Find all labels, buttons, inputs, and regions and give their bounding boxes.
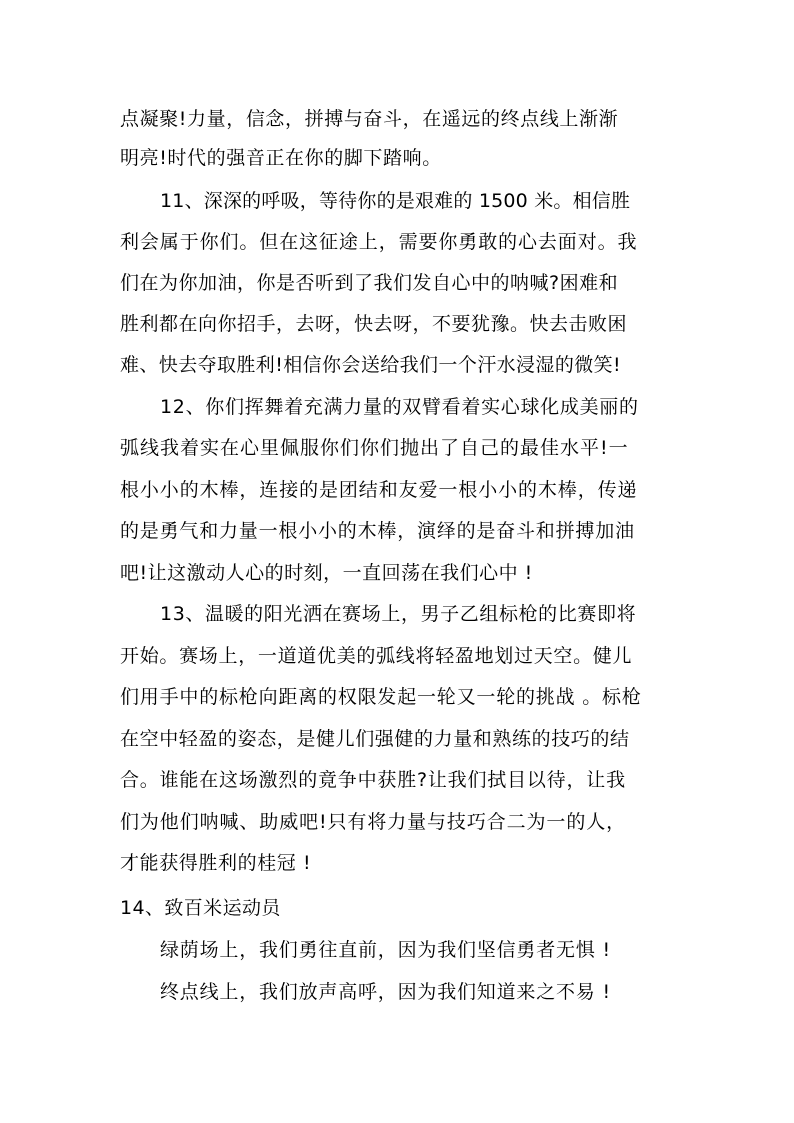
paragraph-12-start: 12、你们挥舞着充满力量的双臂看着实心球化成美丽的	[160, 396, 639, 418]
text-line: 在空中轻盈的姿态，是健儿们强健的力量和熟练的技巧的结	[120, 728, 630, 750]
verse-line: 终点线上，我们放声高呼，因为我们知道来之不易 !	[160, 981, 611, 1003]
paragraph-11-start: 11、深深的呼吸，等待你的是艰难的 1500 米。相信胜	[160, 190, 631, 212]
text-line: 弧线我着实在心里佩服你们你们抛出了自己的最佳水平!一	[120, 437, 629, 459]
text-line: 们用手中的标枪向距离的权限发起一轮又一轮的挑战 。标枪	[120, 686, 642, 708]
text-line: 们为他们呐喊、助威吧!只有将力量与技巧合二为一的人，	[120, 811, 627, 833]
text-line: 合。谁能在这场激烈的竟争中获胜?让我们拭目以待，让我	[120, 769, 626, 791]
text-line: 胜利都在向你招手，去呀，快去呀，不要犹豫。快去击败困	[120, 313, 628, 335]
text-line: 们在为你加油，你是否听到了我们发自心中的呐喊?困难和	[120, 272, 619, 294]
text-line: 点凝聚!力量，信念，拼搏与奋斗，在遥远的终点线上渐渐	[120, 108, 619, 130]
text-line: 明亮!时代的强音正在你的脚下踏响。	[120, 147, 442, 169]
paragraph-13-start: 13、温暖的阳光洒在赛场上，男子乙组标枪的比赛即将	[160, 603, 637, 625]
text-line: 利会属于你们。但在这征途上，需要你勇敢的心去面对。我	[120, 231, 638, 253]
verse-line: 绿荫场上，我们勇往直前，因为我们坚信勇者无惧 !	[160, 939, 611, 961]
text-line: 才能获得胜利的桂冠 !	[120, 852, 312, 874]
section-heading-14: 14、致百米运动员	[120, 897, 281, 919]
text-line: 难、快去夺取胜利!相信你会送给我们一个汗水浸湿的微笑!	[120, 354, 622, 376]
text-line: 的是勇气和力量一根小小的木棒，演绎的是奋斗和拼搏加油	[120, 520, 635, 542]
text-line: 开始。赛场上，一道道优美的弧线将轻盈地划过天空。健儿	[120, 645, 633, 667]
text-line: 吧!让这激动人心的时刻，一直回荡在我们心中 !	[120, 562, 533, 584]
text-line: 根小小的木棒，连接的是团结和友爱一根小小的木棒，传递	[120, 479, 638, 501]
